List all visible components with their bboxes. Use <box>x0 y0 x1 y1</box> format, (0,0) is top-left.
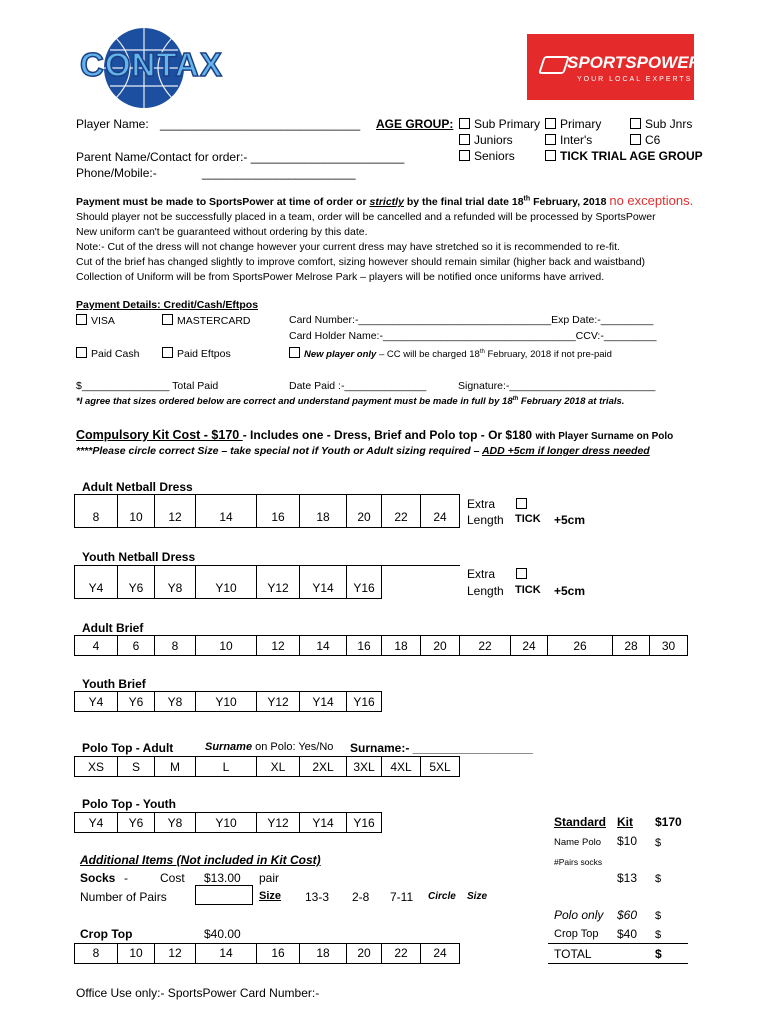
size-option[interactable]: 4XL <box>381 756 421 777</box>
size-option[interactable]: 2XL <box>299 756 347 777</box>
sportspower-logo-icon <box>538 56 570 74</box>
youth-tick-label: TICK <box>515 584 541 596</box>
player-name-line[interactable]: ______________________________ <box>160 117 361 131</box>
crop-top-price: $40.00 <box>204 927 241 941</box>
summary-total-dollar: $ <box>655 947 662 961</box>
size-option[interactable]: 22 <box>381 494 421 528</box>
checkbox-icon <box>289 347 300 358</box>
summary-name-polo: Name Polo <box>554 837 601 848</box>
size-option[interactable]: 30 <box>649 635 688 656</box>
checkbox-icon <box>545 150 556 161</box>
sock-size-option[interactable]: 7-11 <box>390 890 414 904</box>
youth-plus-5cm: +5cm <box>554 584 586 598</box>
size-option[interactable]: S <box>117 756 155 777</box>
socks-cost-label: Cost <box>160 871 185 885</box>
size-option[interactable]: Y8 <box>154 565 196 599</box>
size-option[interactable]: 16 <box>346 635 382 656</box>
size-option[interactable]: 22 <box>381 943 421 964</box>
age-sub-jnrs[interactable]: Sub Jnrs <box>630 117 692 131</box>
checkbox-icon <box>76 314 87 325</box>
sock-size-option[interactable]: 2-8 <box>352 890 370 904</box>
size-option[interactable]: Y14 <box>299 565 347 599</box>
youth-extra-label: Extra <box>467 567 496 581</box>
sportspower-logo <box>527 34 701 100</box>
youth-dress-label: Youth Netball Dress <box>82 550 196 564</box>
size-option[interactable]: 12 <box>256 635 300 656</box>
phone-label: Phone/Mobile:- <box>76 166 157 180</box>
youth-dress-sizes <box>74 565 384 599</box>
adult-brief-label: Adult Brief <box>82 621 144 635</box>
kit-size-instructions: ****Please circle correct Size – take special not if Youth or Adult sizing required – ADD +5cm if longer dress needed <box>76 445 650 457</box>
summary-standard: Standard <box>554 815 607 829</box>
summary-crop-top-price: $40 <box>617 927 638 941</box>
size-option[interactable]: 24 <box>420 943 460 964</box>
polo-youth-label: Polo Top - Youth <box>82 797 176 811</box>
summary-socks-price: $13 <box>617 871 638 885</box>
age-primary[interactable]: Primary <box>545 117 601 131</box>
youth-brief-label: Youth Brief <box>82 677 146 691</box>
card-holder-field[interactable]: Card Holder Name:-_________________________________CCV:-_________ <box>289 330 657 342</box>
size-option[interactable]: Y14 <box>299 691 347 712</box>
sportspower-tagline: YOUR LOCAL EXPERTS <box>577 76 693 83</box>
surname-field[interactable]: Surname:- __________________ <box>350 741 533 755</box>
checkbox-icon <box>459 150 470 161</box>
polo-youth-sizes <box>74 812 384 833</box>
signature-field[interactable]: Signature:-_________________________ <box>458 380 656 392</box>
summary-polo-only: Polo only <box>554 908 604 922</box>
size-option[interactable]: Y16 <box>346 565 382 599</box>
number-of-pairs-label: Number of Pairs <box>80 890 167 904</box>
size-option[interactable]: 24 <box>420 494 460 528</box>
checkbox-icon <box>630 118 641 129</box>
size-option[interactable]: XL <box>256 756 300 777</box>
summary-pairs-socks: #Pairs socks <box>554 857 603 867</box>
new-player-note[interactable]: New player only – CC will be charged 18th February, 2018 if not pre-paid <box>289 347 612 360</box>
player-name-label: Player Name: <box>76 117 149 131</box>
size-option[interactable]: Y6 <box>117 691 155 712</box>
payment-details-title: Payment Details: Credit/Cash/Eftpos <box>76 299 259 311</box>
parent-contact-label[interactable]: Parent Name/Contact for order:- _______________________ <box>76 150 405 164</box>
office-use-label: Office Use only:- SportsPower Card Number:- <box>76 986 320 1000</box>
size-option[interactable]: L <box>195 756 257 777</box>
size-option[interactable]: Y12 <box>256 691 300 712</box>
contax-logo-text: CONTAX <box>80 46 223 83</box>
size-option[interactable]: 12 <box>154 943 196 964</box>
size-option[interactable]: Y16 <box>346 812 382 833</box>
socks-price: $13.00 <box>204 871 241 885</box>
note-line-6: Collection of Uniform will be from SportsPower Melrose Park – players will be notified once uniforms have arrived. <box>76 271 605 283</box>
checkbox-icon <box>545 134 556 145</box>
summary-name-polo-price: $10 <box>617 834 638 848</box>
size-option[interactable]: 22 <box>459 635 511 656</box>
sportspower-logo-text: SPORTSPOWER <box>567 53 701 72</box>
size-option[interactable]: 3XL <box>346 756 382 777</box>
size-option[interactable]: Y12 <box>256 565 300 599</box>
size-option[interactable]: 6 <box>117 635 155 656</box>
surname-on-polo-option[interactable]: Surname on Polo: Yes/No <box>205 741 334 753</box>
socks-dash: - <box>124 871 128 885</box>
size-option[interactable]: 5XL <box>420 756 460 777</box>
age-seniors[interactable]: Seniors <box>459 149 515 163</box>
size-option[interactable]: 18 <box>299 494 347 528</box>
age-sub-primary[interactable]: Sub Primary <box>459 117 540 131</box>
size-option[interactable]: 20 <box>346 943 382 964</box>
payment-deadline-note: Payment must be made to SportsPower at time of order or strictly by the final trial date 18th February, 2018 no exceptions. <box>76 193 694 208</box>
summary-bottom-line <box>548 963 688 964</box>
note-line-3: New uniform can't be guaranteed without ordering by this date. <box>76 226 368 238</box>
age-juniors[interactable]: Juniors <box>459 133 513 147</box>
card-number-field[interactable]: Card Number:-_________________________________Exp Date:-_________ <box>289 314 654 326</box>
circle-label: Circle <box>428 891 456 902</box>
size-option[interactable]: 18 <box>381 635 421 656</box>
number-of-pairs-input[interactable] <box>195 885 253 905</box>
socks-pair-label: pair <box>259 871 280 885</box>
size-option[interactable]: Y14 <box>299 812 347 833</box>
summary-crop-top: Crop Top <box>554 928 599 940</box>
crop-top-label: Crop Top <box>80 927 133 941</box>
sock-size-option[interactable]: 13-3 <box>305 890 330 904</box>
size-option[interactable]: Y4 <box>74 812 118 833</box>
size-option[interactable]: 10 <box>117 943 155 964</box>
adult-brief-sizes <box>74 635 688 656</box>
age-inters[interactable]: Inter's <box>545 133 592 147</box>
size-option[interactable]: Y4 <box>74 565 118 599</box>
youth-extra-checkbox[interactable] <box>516 568 531 581</box>
checkbox-icon <box>516 568 527 579</box>
note-line-4: Note:- Cut of the dress will not change however your current dress may have stretched so it is recommended to re-fit. <box>76 241 620 253</box>
adult-dress-sizes <box>74 494 460 528</box>
payment-visa[interactable]: VISA <box>76 314 115 327</box>
size-option[interactable]: 20 <box>346 494 382 528</box>
checkbox-icon <box>459 118 470 129</box>
size-option[interactable]: 10 <box>195 635 257 656</box>
crop-top-sizes <box>74 943 460 964</box>
checkbox-icon <box>162 314 173 325</box>
checkbox-icon <box>630 134 641 145</box>
size-option[interactable]: Y8 <box>154 812 196 833</box>
checkbox-icon <box>516 498 527 509</box>
size-option[interactable]: 14 <box>299 635 347 656</box>
youth-length-label: Length <box>467 584 504 598</box>
size-option[interactable]: Y6 <box>117 812 155 833</box>
date-paid-field[interactable]: Date Paid :-______________ <box>289 380 427 392</box>
size-option[interactable]: Y12 <box>256 812 300 833</box>
adult-tick-label: TICK <box>515 513 541 525</box>
total-paid-field[interactable]: $_______________ Total Paid <box>76 380 219 392</box>
size-option[interactable]: Y10 <box>195 565 257 599</box>
additional-items-title: Additional Items (Not included in Kit Cost) <box>80 853 321 867</box>
kit-cost-title: Compulsory Kit Cost - $170 - Includes one - Dress, Brief and Polo top - Or $180 with Player Surname on Polo <box>76 428 674 442</box>
note-line-5: Cut of the brief has changed slightly to improve comfort, sizing however should remain similar (higher back and waistband) <box>76 256 646 268</box>
age-tick-trial[interactable]: TICK TRIAL AGE GROUP <box>545 149 703 163</box>
size-option[interactable]: 12 <box>154 494 196 528</box>
payment-paid-cash[interactable]: Paid Cash <box>76 347 139 360</box>
summary-crop-top-dollar: $ <box>655 929 662 941</box>
size-option[interactable]: Y6 <box>117 565 155 599</box>
size-option[interactable]: 20 <box>420 635 460 656</box>
size-option[interactable]: 10 <box>117 494 155 528</box>
size-option[interactable]: XS <box>74 756 118 777</box>
size-option[interactable]: 16 <box>256 943 300 964</box>
checkbox-icon <box>545 118 556 129</box>
age-group-label: AGE GROUP: <box>376 117 454 131</box>
size-option[interactable]: Y4 <box>74 691 118 712</box>
agreement-note: *I agree that sizes ordered below are correct and understand payment must be made in full by 18th February 2018 at trials. <box>76 396 625 408</box>
size-option[interactable]: 14 <box>195 943 257 964</box>
size-option[interactable]: 24 <box>510 635 548 656</box>
note-line-2: Should player not be successfully placed in a team, order will be cancelled and a refunded will be processed by SportsPower <box>76 211 656 223</box>
payment-mastercard[interactable]: MASTERCARD <box>162 314 251 327</box>
size-option[interactable]: 14 <box>195 494 257 528</box>
checkbox-icon <box>459 134 470 145</box>
circle-size-label: Size <box>467 891 488 902</box>
size-option[interactable]: 18 <box>299 943 347 964</box>
size-option[interactable]: Y16 <box>346 691 382 712</box>
payment-paid-eftpos[interactable]: Paid Eftpos <box>162 347 231 360</box>
checkbox-icon <box>76 347 87 358</box>
size-option[interactable]: 8 <box>74 943 118 964</box>
polo-adult-label: Polo Top - Adult <box>82 741 174 755</box>
summary-polo-only-price: $60 <box>617 908 638 922</box>
size-option[interactable]: 26 <box>547 635 613 656</box>
socks-label: Socks <box>80 871 116 885</box>
adult-plus-5cm: +5cm <box>554 513 586 527</box>
adult-length-label: Length <box>467 513 504 527</box>
sock-size-label: Size <box>259 890 282 902</box>
phone-line[interactable]: _______________________ <box>202 166 356 180</box>
size-option[interactable]: Y8 <box>154 691 196 712</box>
summary-kit-price: $170 <box>655 815 682 829</box>
adult-extra-label: Extra <box>467 497 496 511</box>
size-option[interactable]: 4 <box>74 635 118 656</box>
checkbox-icon <box>162 347 173 358</box>
size-option[interactable]: Y10 <box>195 691 257 712</box>
adult-extra-checkbox[interactable] <box>516 498 531 511</box>
youth-brief-sizes <box>74 691 384 712</box>
size-option[interactable]: 16 <box>256 494 300 528</box>
summary-kit: Kit <box>617 815 633 829</box>
summary-name-polo-dollar: $ <box>655 837 662 849</box>
summary-polo-only-dollar: $ <box>655 910 662 922</box>
polo-adult-sizes <box>74 756 460 777</box>
size-option[interactable]: 28 <box>612 635 650 656</box>
summary-socks-dollar: $ <box>655 873 662 885</box>
size-option[interactable]: M <box>154 756 196 777</box>
summary-total-line <box>548 943 688 944</box>
summary-total-label: TOTAL <box>554 947 592 961</box>
adult-dress-label: Adult Netball Dress <box>82 480 193 494</box>
size-option[interactable]: 8 <box>74 494 118 528</box>
size-option[interactable]: 8 <box>154 635 196 656</box>
size-option[interactable]: Y10 <box>195 812 257 833</box>
age-c6[interactable]: C6 <box>630 133 660 147</box>
